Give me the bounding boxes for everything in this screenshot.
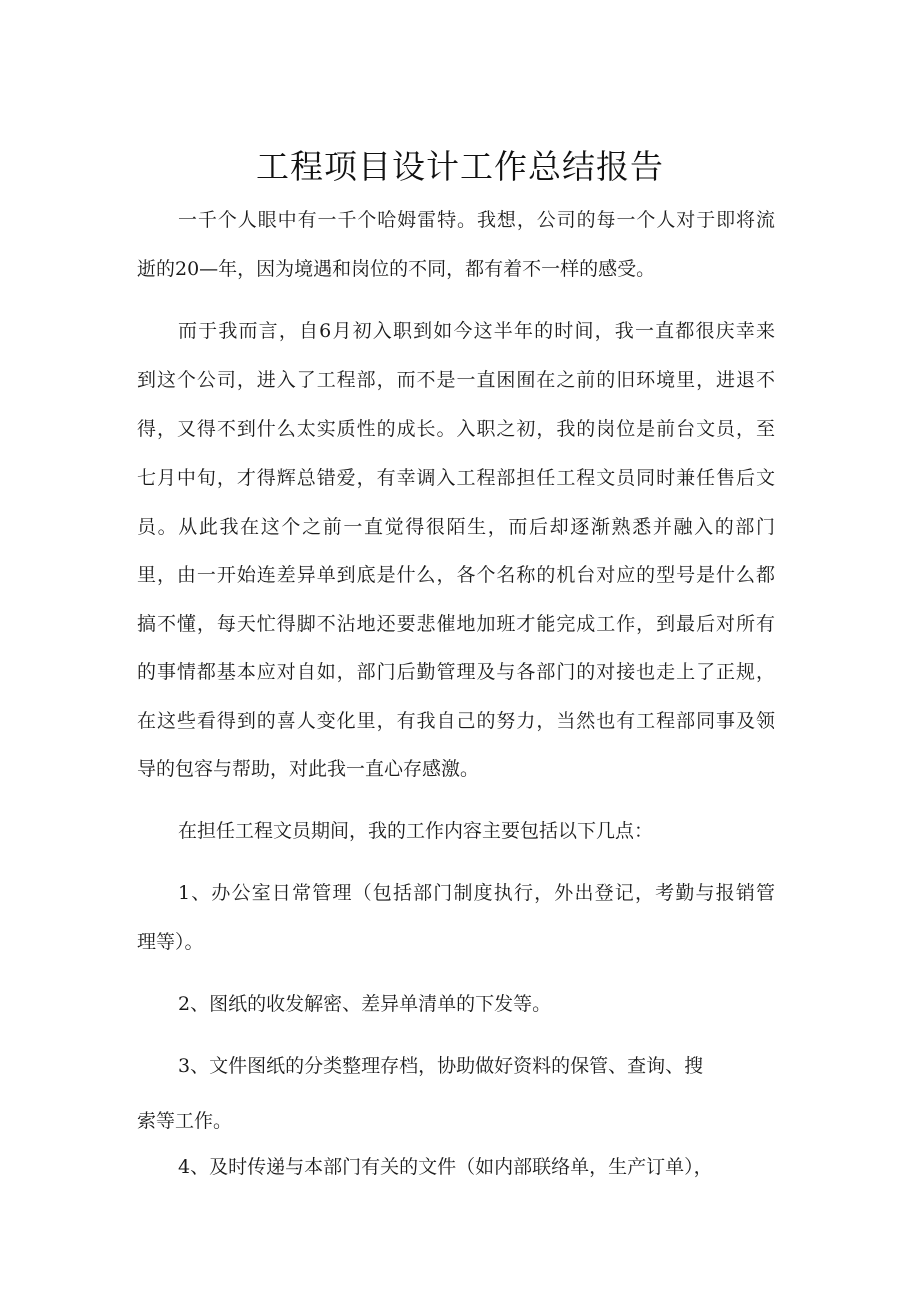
document-title: 工程项目设计工作总结报告 xyxy=(256,147,664,186)
paragraph-line: 在这些看得到的喜人变化里，有我自己的努力，当然也有工程部同事及领 xyxy=(137,710,775,732)
paragraph-line: 到这个公司，进入了工程部，而不是一直困囿在之前的旧环境里，进退不 xyxy=(137,369,775,391)
paragraph-line: 搞不懂，每天忙得脚不沾地还要悲催地加班才能完成工作，到最后对所有 xyxy=(137,613,775,635)
paragraph-line: 而于我而言，自6月初入职到如今这半年的时间，我一直都很庆幸来 xyxy=(178,320,775,342)
list-item-line: 索等工作。 xyxy=(137,1110,233,1132)
paragraph-line: 员。从此我在这个之前一直觉得很陌生，而后却逐渐熟悉并融入的部门 xyxy=(137,516,775,538)
paragraph-line: 一千个人眼中有一千个哈姆雷特。我想，公司的每一个人对于即将流 xyxy=(178,209,775,231)
paragraph-line: 七月中旬，才得辉总错爱，有幸调入工程部担任工程文员同时兼任售后文 xyxy=(137,467,775,489)
paragraph-line: 导的包容与帮助，对此我一直心存感激。 xyxy=(137,758,480,780)
paragraph-line: 逝的20—年，因为境遇和岗位的不同，都有着不一样的感受。 xyxy=(137,258,656,280)
list-item-line: 2、图纸的收发解密、差异单清单的下发等。 xyxy=(178,993,552,1015)
list-item-line: 理等）。 xyxy=(137,931,204,953)
paragraph-line: 在担任工程文员期间，我的工作内容主要包括以下几点： xyxy=(178,820,654,842)
list-item-line: 1、办公室日常管理（包括部门制度执行，外出登记，考勤与报销管 xyxy=(178,882,775,904)
list-item-line: 3、文件图纸的分类整理存档，协助做好资料的保管、查询、搜 xyxy=(178,1055,704,1077)
paragraph-line: 的事情都基本应对自如，部门后勤管理及与各部门的对接也走上了正规， xyxy=(137,661,775,683)
paragraph-line: 里，由一开始连差异单到底是什么，各个名称的机台对应的型号是什么都 xyxy=(137,564,775,586)
paragraph-line: 得，又得不到什么太实质性的成长。入职之初，我的岗位是前台文员，至 xyxy=(137,418,775,440)
list-item-line: 4、及时传递与本部门有关的文件（如内部联络单，生产订单）， xyxy=(178,1156,713,1178)
